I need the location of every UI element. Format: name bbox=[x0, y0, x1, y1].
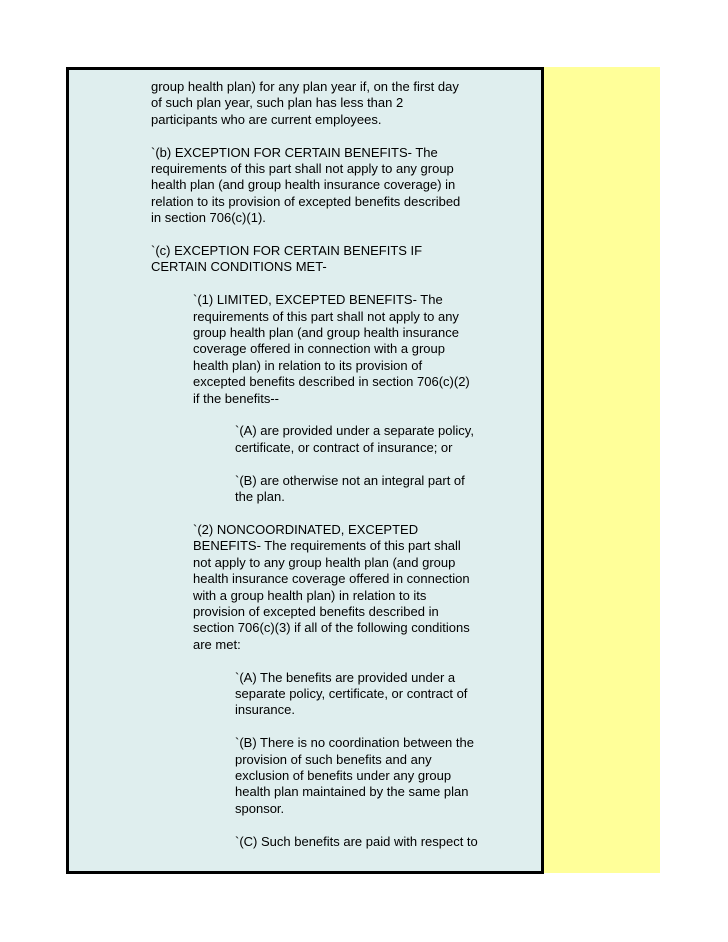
text-line: sponsor. bbox=[235, 800, 285, 816]
text-line: `(A) The benefits are provided under a bbox=[235, 669, 456, 685]
text-line: requirements of this part shall not apply to any bbox=[193, 308, 459, 324]
text-line: of such plan year, such plan has less than 2 bbox=[151, 95, 404, 111]
text-line: not apply to any group health plan (and group bbox=[193, 554, 456, 570]
text-line: exclusion of benefits under any group bbox=[235, 767, 452, 783]
text-line: group health plan (and group health insurance bbox=[193, 325, 459, 341]
document-paragraph bbox=[193, 522, 521, 653]
document-paragraph bbox=[235, 473, 521, 506]
text-line: relation to its provision of excepted benefits described bbox=[151, 193, 461, 209]
text-line: `(B) are otherwise not an integral part of bbox=[235, 472, 465, 488]
text-line: provision of excepted benefits described in bbox=[193, 603, 439, 619]
text-line: certificate, or contract of insurance; or bbox=[235, 439, 453, 455]
text-line: health insurance coverage offered in connection bbox=[193, 571, 470, 587]
document-paragraph bbox=[235, 834, 521, 850]
text-line: participants who are current employees. bbox=[151, 111, 382, 127]
document-text-frame bbox=[66, 67, 544, 874]
text-line: are met: bbox=[193, 636, 241, 652]
text-line: group health plan) for any plan year if, on the first day bbox=[151, 79, 459, 94]
text-line: `(A) are provided under a separate policy, bbox=[235, 423, 474, 439]
text-line: section 706(c)(3) if all of the following conditions bbox=[193, 620, 470, 636]
document-paragraph bbox=[151, 79, 521, 128]
document-paragraph bbox=[235, 423, 521, 456]
text-line: `(c) EXCEPTION FOR CERTAIN BENEFITS IF bbox=[151, 243, 423, 259]
document-paragraph bbox=[151, 243, 521, 276]
document-paragraph bbox=[193, 292, 521, 407]
text-line: in section 706(c)(1). bbox=[151, 210, 266, 226]
text-line: health plan maintained by the same plan bbox=[235, 784, 469, 800]
text-line: `(1) LIMITED, EXCEPTED BENEFITS- The bbox=[193, 292, 443, 308]
text-line: BENEFITS- The requirements of this part shall bbox=[193, 538, 461, 554]
document-paragraph bbox=[235, 670, 521, 719]
text-line: with a group health plan) in relation to its bbox=[193, 587, 427, 603]
text-line: `(2) NONCOORDINATED, EXCEPTED bbox=[193, 521, 419, 537]
text-line: `(C) Such benefits are paid with respect to bbox=[235, 833, 478, 849]
text-line: if the benefits-- bbox=[193, 390, 279, 406]
text-line: separate policy, certificate, or contract of bbox=[235, 685, 468, 701]
text-line: the plan. bbox=[235, 489, 285, 505]
document-body bbox=[151, 79, 521, 866]
text-line: requirements of this part shall not apply to any group bbox=[151, 161, 454, 177]
text-line: CERTAIN CONDITIONS MET- bbox=[151, 259, 327, 275]
text-line: excepted benefits described in section 706(c)(2) bbox=[193, 374, 470, 390]
document-paragraph bbox=[235, 735, 521, 817]
text-line: provision of such benefits and any bbox=[235, 751, 432, 767]
side-strip bbox=[543, 67, 660, 873]
text-line: `(B) There is no coordination between the bbox=[235, 735, 474, 751]
text-line: health plan) in relation to its provision of bbox=[193, 357, 423, 373]
text-line: insurance. bbox=[235, 702, 295, 718]
document-paragraph bbox=[151, 145, 521, 227]
text-line: coverage offered in connection with a group bbox=[193, 341, 445, 357]
text-line: health plan (and group health insurance coverage) in bbox=[151, 177, 456, 193]
text-line: `(b) EXCEPTION FOR CERTAIN BENEFITS- The bbox=[151, 144, 438, 160]
